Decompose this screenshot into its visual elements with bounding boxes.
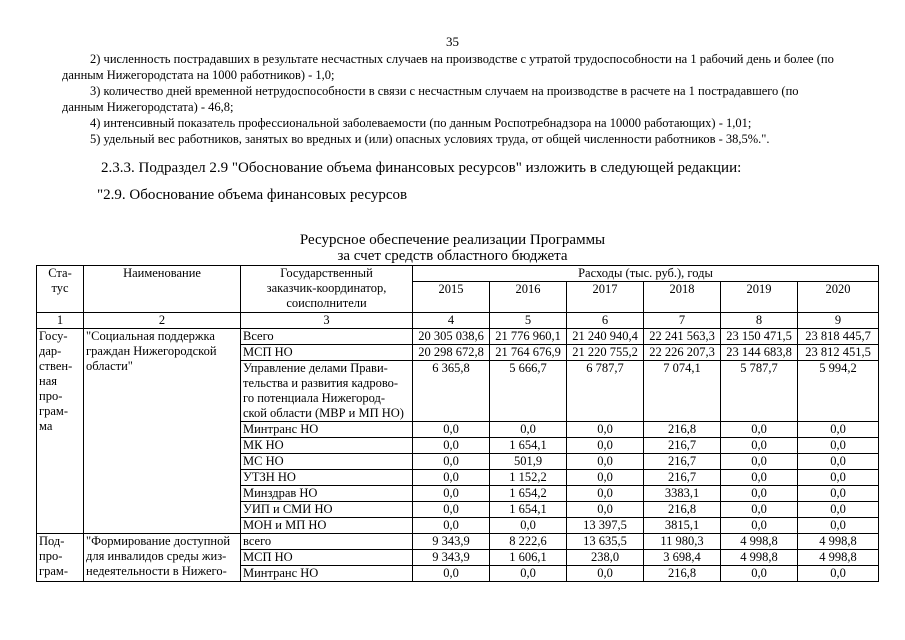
expense-value-cell: 238,0 <box>567 550 644 566</box>
column-number: 1 <box>37 313 84 329</box>
expense-value-cell: 8 222,6 <box>490 534 567 550</box>
page-number: 35 <box>446 34 459 49</box>
customer-cell: МСП НО <box>241 345 413 361</box>
expense-value-cell: 11 980,3 <box>644 534 721 550</box>
expense-value-cell: 0,0 <box>567 502 644 518</box>
expense-value-cell: 0,0 <box>721 518 798 534</box>
expense-value-cell: 0,0 <box>413 518 490 534</box>
customer-cell: Минтранс НО <box>241 422 413 438</box>
column-number: 8 <box>721 313 798 329</box>
expense-value-cell: 4 998,8 <box>798 534 879 550</box>
expense-value-cell: 0,0 <box>567 422 644 438</box>
expense-value-cell: 0,0 <box>490 422 567 438</box>
expense-value-cell: 0,0 <box>490 518 567 534</box>
expense-value-cell: 216,8 <box>644 566 721 582</box>
expense-value-cell: 6 787,7 <box>567 361 644 422</box>
expense-value-cell: 23 812 451,5 <box>798 345 879 361</box>
customer-cell: МС НО <box>241 454 413 470</box>
expense-value-cell: 1 654,2 <box>490 486 567 502</box>
expense-value-cell: 7 074,1 <box>644 361 721 422</box>
expense-value-cell: 6 365,8 <box>413 361 490 422</box>
expense-value-cell: 0,0 <box>413 438 490 454</box>
expense-value-cell: 23 144 683,8 <box>721 345 798 361</box>
expense-value-cell: 3815,1 <box>644 518 721 534</box>
header-customer: Государственный заказчик-координатор, соисполнители <box>241 266 413 313</box>
expense-value-cell: 23 818 445,7 <box>798 329 879 345</box>
header-year: 2016 <box>490 282 567 313</box>
expense-value-cell: 21 764 676,9 <box>490 345 567 361</box>
header-year: 2019 <box>721 282 798 313</box>
table-column-numbers-row <box>37 313 879 329</box>
expense-value-cell: 20 305 038,6 <box>413 329 490 345</box>
customer-cell: УИП и СМИ НО <box>241 502 413 518</box>
expense-value-cell: 216,7 <box>644 454 721 470</box>
customer-cell: МК НО <box>241 438 413 454</box>
expense-value-cell: 0,0 <box>721 502 798 518</box>
table-header-row <box>37 266 879 282</box>
expense-value-cell: 21 776 960,1 <box>490 329 567 345</box>
section-amendment-line: 2.3.3. Подраздел 2.9 "Обоснование объема финансовых ресурсов" изложить в следующей редакции: <box>101 160 742 176</box>
expense-value-cell: 0,0 <box>798 502 879 518</box>
column-number: 3 <box>241 313 413 329</box>
expense-value-cell: 0,0 <box>721 566 798 582</box>
paragraph-item-4: 4) интенсивный показатель профессиональной заболеваемости (по данным Роспотребнадзора на 10000 работающих) - 1,01; <box>90 116 752 130</box>
expense-value-cell: 0,0 <box>567 454 644 470</box>
expense-value-cell: 5 666,7 <box>490 361 567 422</box>
expense-value-cell: 0,0 <box>413 486 490 502</box>
status-cell: Госу- дар- ствен- ная про- грам- ма <box>37 329 84 534</box>
expense-value-cell: 0,0 <box>567 486 644 502</box>
expense-value-cell: 0,0 <box>567 566 644 582</box>
customer-cell: всего <box>241 534 413 550</box>
expense-value-cell: 5 787,7 <box>721 361 798 422</box>
expense-value-cell: 1 654,1 <box>490 502 567 518</box>
program-name-cell: "Формирование доступной для инвалидов среды жиз- недеятельности в Нижего- <box>84 534 241 582</box>
header-status: Ста- тус <box>37 266 84 313</box>
column-number: 5 <box>490 313 567 329</box>
expense-value-cell: 0,0 <box>413 470 490 486</box>
column-number: 9 <box>798 313 879 329</box>
customer-cell: Минтранс НО <box>241 566 413 582</box>
expense-value-cell: 4 998,8 <box>721 534 798 550</box>
expense-value-cell: 0,0 <box>567 470 644 486</box>
expense-value-cell: 13 397,5 <box>567 518 644 534</box>
expense-value-cell: 216,7 <box>644 438 721 454</box>
expense-value-cell: 22 226 207,3 <box>644 345 721 361</box>
expense-value-cell: 1 606,1 <box>490 550 567 566</box>
paragraph-item-2: 2) численность пострадавших в результате несчастных случаев на производстве с утратой трудоспособности на 1 рабочий день и более (по данным Нижегородстата на 1000 работников) - 1,0; <box>62 52 834 82</box>
expense-value-cell: 23 150 471,5 <box>721 329 798 345</box>
expense-value-cell: 1 654,1 <box>490 438 567 454</box>
expense-value-cell: 0,0 <box>721 438 798 454</box>
customer-cell: Минздрав НО <box>241 486 413 502</box>
header-year: 2017 <box>567 282 644 313</box>
expense-value-cell: 216,7 <box>644 470 721 486</box>
expense-value-cell: 0,0 <box>721 486 798 502</box>
expense-value-cell: 0,0 <box>567 438 644 454</box>
customer-cell: Всего <box>241 329 413 345</box>
expense-value-cell: 0,0 <box>798 422 879 438</box>
expense-value-cell: 0,0 <box>413 422 490 438</box>
table-row <box>37 329 879 345</box>
expense-value-cell: 0,0 <box>798 470 879 486</box>
column-number: 7 <box>644 313 721 329</box>
customer-cell: МОН и МП НО <box>241 518 413 534</box>
expense-value-cell: 3383,1 <box>644 486 721 502</box>
paragraph-item-5: 5) удельный вес работников, занятых во вредных и (или) опасных условиях труда, от общей численности работников - 38,5%.". <box>90 132 770 146</box>
expense-value-cell: 1 152,2 <box>490 470 567 486</box>
expense-value-cell: 0,0 <box>413 566 490 582</box>
header-year: 2015 <box>413 282 490 313</box>
expense-value-cell: 9 343,9 <box>413 534 490 550</box>
table-row <box>37 534 879 550</box>
subsection-heading: "2.9. Обоснование объема финансовых ресурсов <box>97 187 408 203</box>
expense-value-cell: 0,0 <box>721 422 798 438</box>
customer-cell: УТЗН НО <box>241 470 413 486</box>
expense-value-cell: 21 240 940,4 <box>567 329 644 345</box>
expense-value-cell: 0,0 <box>798 566 879 582</box>
expense-value-cell: 0,0 <box>798 518 879 534</box>
column-number: 6 <box>567 313 644 329</box>
table-title: Ресурсное обеспечение реализации Программы <box>299 232 606 248</box>
expense-value-cell: 216,8 <box>644 502 721 518</box>
header-name: Наименование <box>84 266 241 313</box>
expense-value-cell: 21 220 755,2 <box>567 345 644 361</box>
expense-value-cell: 501,9 <box>490 454 567 470</box>
expense-value-cell: 9 343,9 <box>413 550 490 566</box>
expense-value-cell: 4 998,8 <box>721 550 798 566</box>
expense-value-cell: 20 298 672,8 <box>413 345 490 361</box>
table-body <box>37 266 879 582</box>
paragraph-item-3: 3) количество дней временной нетрудоспособности в связи с несчастным случаем на производстве в расчете на 1 пострадавшего (по данным Нижегородстата) - 46,8; <box>62 84 799 114</box>
expense-value-cell: 216,8 <box>644 422 721 438</box>
expense-value-cell: 5 994,2 <box>798 361 879 422</box>
header-year: 2018 <box>644 282 721 313</box>
expense-value-cell: 0,0 <box>721 454 798 470</box>
expense-value-cell: 3 698,4 <box>644 550 721 566</box>
header-year: 2020 <box>798 282 879 313</box>
column-number: 2 <box>84 313 241 329</box>
expense-value-cell: 0,0 <box>798 454 879 470</box>
table-subtitle: за счет средств областного бюджета <box>337 248 568 264</box>
resource-table <box>36 265 879 582</box>
customer-cell: МСП НО <box>241 550 413 566</box>
customer-cell: Управление делами Прави- тельства и развития кадрово- го потенциала Нижегород- ской области (МВР и МП НО) <box>241 361 413 422</box>
expense-value-cell: 22 241 563,3 <box>644 329 721 345</box>
expense-value-cell: 0,0 <box>798 438 879 454</box>
expense-value-cell: 0,0 <box>798 486 879 502</box>
expense-value-cell: 0,0 <box>721 470 798 486</box>
column-number: 4 <box>413 313 490 329</box>
expense-value-cell: 4 998,8 <box>798 550 879 566</box>
expense-value-cell: 13 635,5 <box>567 534 644 550</box>
expense-value-cell: 0,0 <box>490 566 567 582</box>
program-name-cell: "Социальная поддержка граждан Нижегородской области" <box>84 329 241 534</box>
expense-value-cell: 0,0 <box>413 502 490 518</box>
header-expenses: Расходы (тыс. руб.), годы <box>413 266 879 282</box>
expense-value-cell: 0,0 <box>413 454 490 470</box>
status-cell: Под- про- грам- <box>37 534 84 582</box>
